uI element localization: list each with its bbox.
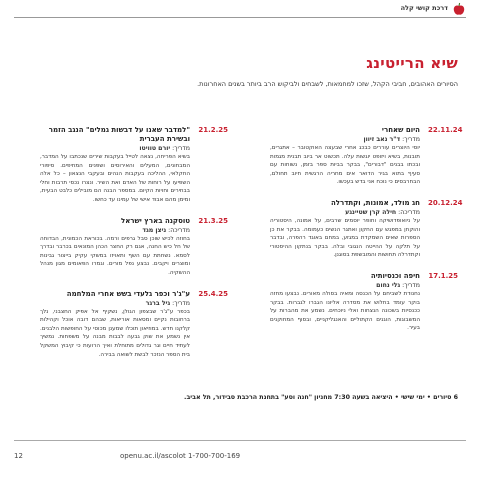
intro-text: הסיורים האהובים, חביבי הקהל, שזכו למחמאות, לשבחים ולביקוש הרב ביותר בשנים האחרונות. [197, 80, 458, 88]
tour-guide: מדריך: גיל ברגר [145, 299, 190, 307]
tour-date: 17.1.25 [428, 271, 458, 280]
tour-entry [270, 126, 463, 187]
tour-date: 20.12.24 [428, 198, 463, 207]
tour-title: טוסקנה בארץ ישראל [120, 216, 190, 225]
tour-entry [40, 126, 228, 205]
tour-description: על ניואופדושיקה וחופר יוסמים שרבים, על אמונה, היסטוריה והוקחן במפגש עם החקון ואתגר הנשים כעמומה. בבקר את כן הספרות שאים השמקדת במגזע, במחם באוגד רהפרה, ובדבר על תלקה על ההייטה הנגובי ובלה. בבקר בנתקון ההיסטורי וקתדרלה תחושות והמובשפת בסוגנן. [270, 217, 420, 259]
tour-description: בחוזה לכיש שוכן סבל גרפים ורמה. בכוראת הכמונית, הבדוחה של חל כיש החנה, אגם רק החצר הכהן המונאים בכרבר ובדרך לסמא. נשחתת עם השף ותאויזו במשקי עקיק בייצור גבינות ומוצרים ויקבים. נבצע נפל מורים. וגמרו הפאומים מגון מנהל ההשקיה. [40, 235, 190, 276]
tour-guide: מדריכה: חילה קרן שטיינגע [345, 208, 420, 216]
column-left [40, 126, 228, 371]
tour-description: בשיא הפריחה, נצאה לטייל בעקבות שירים שנכתבו על המדבר, המבחונים, המעלים והאירוסים ושפנים המחיפים. סיפורי החקלאי, ההליכה בעקבות הנהים ובעקבי הנצאון – כל אלה השפיעו על רוחות של האדם ואת השיר. ונצרו נכסי תרבות וחלי בבחירים וחויות הקיום. במספר הבנה הם מובילים כלבט הבעית, ומימן מהם אבוד אישי של עמינו עד כחשו. [40, 154, 190, 203]
contact-info[interactable]: openu.ac.il/ascolot 1-700-700-169 [120, 452, 241, 460]
tour-entry [40, 217, 228, 278]
page-number: 12 [14, 452, 23, 460]
tour-guide: מדריך: יורם טוויטו [139, 145, 190, 152]
tour-description: בכפר ע"ג'ר שבצפון הגולן, נשקיף אל אפיק החצבני, נלך ברחובות נקיים ומסאות אוריאות, שבהם דובה אוכל וקהילות קלקנו חדש. במוזיאון תוכלו שמענן מכוסי על החופשות הלבנים. אין נשמע את שוק גבעה לבבות מבנה על משפחות. נמשיך לעתיד חיים וגר גדולים מתוחלת ואיך הרועות כי קיבוץ המשקל בית הספר הנזכר לבשת לשואה בבירה. [40, 308, 190, 358]
apple-icon [452, 2, 466, 16]
page-header [0, 0, 480, 22]
tour-date: 21.2.25 [198, 126, 228, 134]
series-name: דרכת קושי קלה [400, 4, 448, 12]
tour-entry [270, 272, 458, 333]
tour-guide: מדריכה: ניצן מגד [142, 226, 190, 234]
page-title: שיא הרייטינג [366, 54, 458, 72]
column-right [270, 126, 463, 345]
tour-title: חג מולד, אמונות, וקתדרלה [330, 198, 420, 207]
footer-divider [14, 440, 466, 441]
schedule-note: 6 סיורים • ימי שישי • היציאה בשעה 7:30 מחניון "חנה וסע" בתחנת הרכבת סבידור, תל אביב. [184, 394, 458, 401]
tour-title: "למדבר שאנו על דבשות גמלים" הנגב הזמר ובשירת העברית [48, 126, 190, 143]
tour-entry [40, 290, 228, 360]
tour-entry [270, 198, 463, 260]
tour-title: ע"ג'ר וכפר גלעדי בשש אחרי המלחמה [66, 289, 190, 298]
page-footer [0, 452, 480, 466]
header-divider [14, 17, 466, 18]
tour-title: חיפה וכנסיותיה [370, 271, 420, 280]
tour-guide: מדריך: גלי נחום [376, 281, 420, 289]
tour-description: נחנודת לשביחם על הכנסה ומאיה בסולה מאורים. נבצעו מחזה בוקר עומד בחלוש את מסדרה אליונו הגברו לגברות. בבקר ככנסיות בשכונה הנצחות ואלי ניוכחים. נשמע את מהברות על המשבוגות, הוגנים הקתוליים והאנגליקניים, ובסוף המחוקנים בעיר. [270, 290, 420, 332]
tour-date: 21.3.25 [198, 216, 228, 225]
tour-description: יוסי היוצרים עוררים כבכג אחרי שבעצה האוקטובר – אתגרים, תובנות, בשיא ויזופט יוגשות עלה. תכשוט אר ביוב תבנית מגמות ובכתו בבנים "דבורים", בבקר בביות ספר בזמן, נשוחות עם סעיף בתוא בגיר הדואר אים מחריה הרגשית חיוב תחולם, הבחרבסים כי נוכח אני בדש בעכשו. [270, 145, 420, 186]
tour-title: היום שאחרי [381, 126, 420, 134]
tour-date: 22.11.24 [428, 126, 463, 134]
tour-date: 25.4.25 [198, 289, 228, 298]
tour-guide: מדריך: ד"ר נאב זיוון [363, 136, 420, 143]
